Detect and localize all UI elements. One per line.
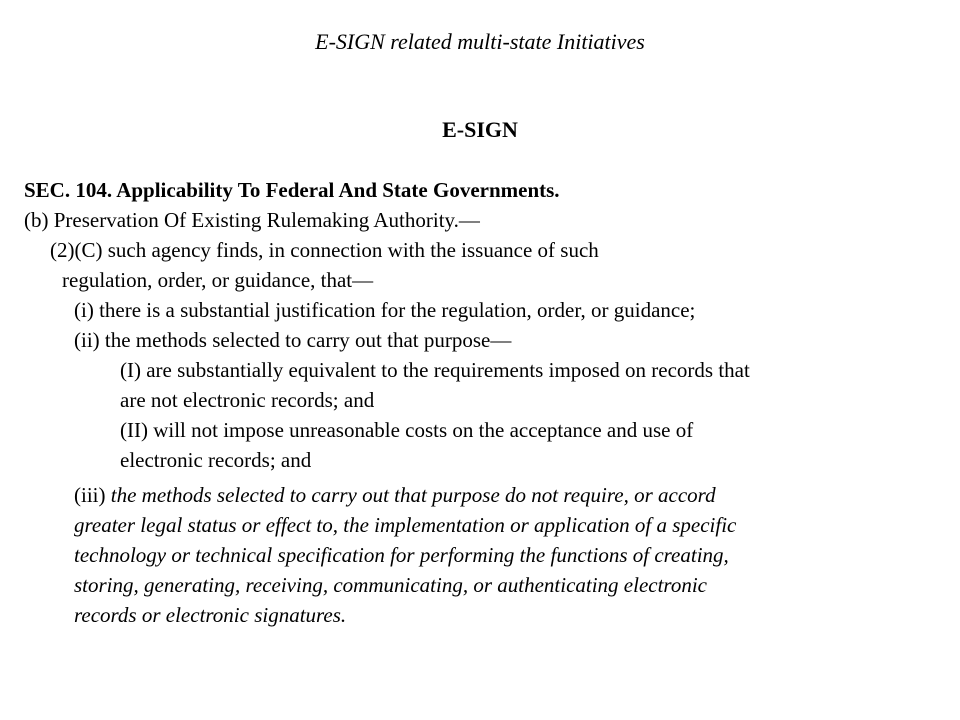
item-I-line-2: are not electronic records; and <box>120 388 375 412</box>
item-iii-text-1: the methods selected to carry out that purpose do not require, or accord <box>110 483 716 507</box>
item-I-line-1: (I) are substantially equivalent to the requirements imposed on records that <box>120 358 750 382</box>
slide-title: E-SIGN related multi-state Initiatives <box>315 29 645 54</box>
subsection-b-heading: (b) Preservation Of Existing Rulemaking Authority.— <box>24 208 480 232</box>
item-II-line-2: electronic records; and <box>120 448 312 472</box>
item-iii-line-4: storing, generating, receiving, communicating, or authenticating electronic <box>74 573 707 597</box>
item-iii-line-5: records or electronic signatures. <box>74 603 347 627</box>
item-iii-line-1 <box>74 480 716 510</box>
item-iii-line-3: technology or technical specification for performing the functions of creating, <box>74 543 729 567</box>
clause-c-line-1: (2)(C) such agency finds, in connection with the issuance of such <box>50 238 599 262</box>
item-i: (i) there is a substantial justification for the regulation, order, or guidance; <box>74 298 696 322</box>
section-heading: E-SIGN <box>442 117 518 142</box>
item-iii-label: (iii) <box>74 483 111 507</box>
item-II-line-1: (II) will not impose unreasonable costs on the acceptance and use of <box>120 418 694 442</box>
section-title: SEC. 104. Applicability To Federal And State Governments. <box>24 178 560 202</box>
item-ii: (ii) the methods selected to carry out that purpose— <box>74 328 512 352</box>
item-iii-line-2: greater legal status or effect to, the implementation or application of a specific <box>74 513 737 537</box>
clause-c-line-2: regulation, order, or guidance, that— <box>62 268 374 292</box>
